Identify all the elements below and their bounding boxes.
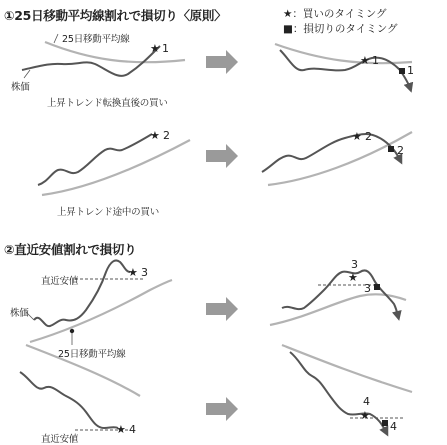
price-line <box>20 372 118 428</box>
recent-low-label-2: 直近安値 <box>41 434 79 445</box>
price-line <box>22 46 160 76</box>
price-label-1: 株価 <box>11 82 30 93</box>
mark-number: 2 <box>365 130 372 143</box>
stop-square <box>388 146 394 152</box>
panel-1b <box>38 129 190 195</box>
mark-number: 3 <box>141 266 148 279</box>
mark-number: 2 <box>163 129 170 142</box>
leader-line <box>54 34 58 43</box>
buy-star-4: ★ <box>116 423 126 436</box>
ma-line <box>270 294 406 325</box>
stop-square <box>382 420 388 426</box>
ma-line <box>282 345 412 392</box>
panel-2b <box>20 345 140 436</box>
legend-stop-label: ：損切りのタイミング <box>292 23 398 35</box>
section2-heading: ②直近安値割れで損切り <box>4 242 137 257</box>
price-line <box>280 50 410 88</box>
price-line <box>38 134 152 185</box>
leader-line <box>24 70 30 78</box>
star-icon: ★ <box>283 8 293 20</box>
mark-number: 3 <box>351 258 358 271</box>
buy-star-2: ★ <box>150 129 160 142</box>
mark-number: 4 <box>129 423 136 436</box>
panel-1a <box>22 34 185 78</box>
buy-star-2: ★ <box>352 130 362 143</box>
mark-number: 4 <box>363 395 370 408</box>
transition-arrow <box>206 144 238 168</box>
stop-square <box>399 68 405 74</box>
ma-point <box>70 329 74 333</box>
price-line <box>34 260 130 326</box>
square-icon: ■ <box>283 23 293 35</box>
buy-star-3: ★ <box>128 266 138 279</box>
ma-label-2: 25日移動平均線 <box>58 349 126 360</box>
mark-number: 1 <box>407 64 414 77</box>
ma-line <box>42 140 190 195</box>
mark-number: 4 <box>390 420 397 433</box>
mark-number: 1 <box>162 42 169 55</box>
mark-number: 3 <box>364 282 371 295</box>
buy-star-1: ★ <box>360 54 370 67</box>
price-line <box>290 352 386 432</box>
caption-uptrend-reversal: 上昇トレンド転換直後の買い <box>47 98 168 109</box>
transition-arrow <box>206 397 238 421</box>
section1-heading: ①25日移動平均線割れで損切り〈原則〉 <box>4 8 227 23</box>
price-line <box>282 270 398 316</box>
panel-2a <box>26 260 172 345</box>
panel-2a-result <box>270 258 406 325</box>
panel-2b-result <box>282 345 412 433</box>
transition-arrow <box>206 297 238 321</box>
buy-star-4: ★ <box>360 409 370 422</box>
legend-buy-label: ：買いのタイミング <box>292 8 387 20</box>
panel-1b-result <box>262 130 412 185</box>
ma-label-1: 25日移動平均線 <box>62 34 130 45</box>
price-label-2: 株価 <box>10 308 29 319</box>
ma-line <box>275 44 412 63</box>
ma-line <box>30 280 172 342</box>
recent-low-label-1: 直近安値 <box>41 276 79 287</box>
transition-arrow <box>206 50 238 74</box>
stop-square <box>374 284 380 290</box>
mark-number: 2 <box>397 144 404 157</box>
buy-star-3: ★ <box>348 271 358 284</box>
panel-1a-result <box>275 44 414 88</box>
caption-uptrend-midway: 上昇トレンド途中の買い <box>57 207 160 218</box>
price-line <box>262 134 400 172</box>
leader-line <box>26 312 34 320</box>
mark-number: 1 <box>372 54 379 67</box>
buy-star-1: ★ <box>150 42 160 55</box>
